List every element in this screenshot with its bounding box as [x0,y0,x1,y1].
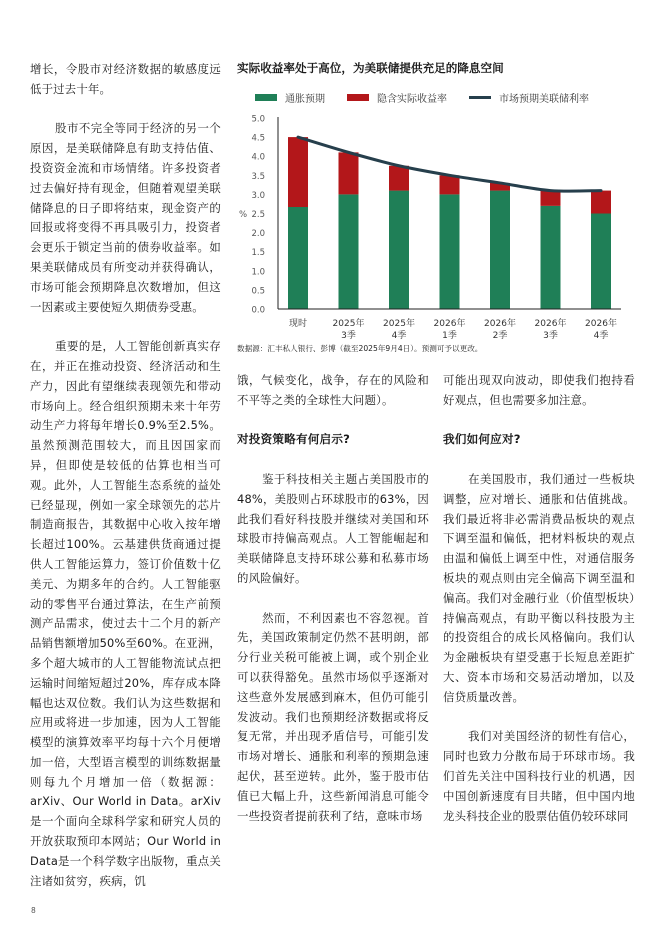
legend-label: 隐含实际收益率 [377,94,447,105]
bar-inflation-expectation [440,194,460,309]
legend-swatch-red [347,94,369,101]
y-tick-label: 4.5 [251,133,265,144]
x-tick-label: 4季 [593,331,609,341]
bar-implied-real-yield [591,191,611,214]
bar-inflation-expectation [490,191,510,309]
bar-implied-real-yield [339,152,359,194]
section-heading: 对投资策略有何启示? [237,432,351,447]
y-tick-label: 5.0 [251,114,265,125]
y-tick-label: 0.0 [251,305,265,316]
legend-item-fed-rate [469,90,589,105]
x-tick-label: 现时 [288,319,308,329]
x-tick-label: 2季 [492,331,508,341]
y-axis-unit: % [239,210,248,220]
x-tick-label: 2026年 [585,319,617,329]
bar-implied-real-yield [389,166,409,191]
x-tick-label: 2025年 [332,319,365,329]
x-tick-label: 1季 [442,331,457,341]
legend-swatch-green [255,94,277,101]
legend-label: 市场预期美联储利率 [499,94,589,105]
bar-implied-real-yield [541,191,561,206]
section-heading: 我们如何应对? [443,432,521,447]
x-tick-label: 2026年 [484,319,516,329]
paragraph: 增长，令股市对经济数据的敏感度远低于过去十年。 [30,62,221,96]
x-tick-label: 2026年 [433,319,466,329]
legend-label: 通胀预期 [285,94,325,105]
paragraph: 鉴于科技相关主题占美国股市的48%，美股则占环球股市的63%，因此我们看好科技股并继续对美国和环球股市持偏高观点。人工智能崛起和美联储降息支持环球公募和私募市场的风险偏好。 [237,471,429,585]
paragraph: 我们对美国经济的韧性有信心，同时也致力分散布局于环球市场。我们首先关注中国科技行业的机遇，因中国创新速度有目共睹，但中国内地龙头科技企业的股票估值仍较环球同 [443,729,635,823]
paragraph: 可能出现双向波动，即使我们抱持看好观点，但也需要多加注意。 [443,373,635,407]
paragraph: 重要的是，人工智能创新真实存在，并正在推动投资、经济活动和生产力，因此有望继续表现领先和带动市场向上。经合组织预期未来十年劳动生产力将每年增长0.9%至2.5%。虽然预测范围较大，而且因国家而异，但即使是较低的估算也相当可观。此外，人工智能生态系统的益处已经显现，例如一家全球领先的芯片制造商报告，其数据中心收入按年增长超过100%。云基建供货商通过提供人工智能运算力，签订价值数十亿美元、为期多年的合约。人工智能驱动的零售平台通过算法，在生产前预测产品需求，使过去十二个月的新产品销售额增加50%至60%。在亚洲，多个超大城市的人工智能物流试点把运输时间缩短超过20%，库存成本降幅也达双位数。我们认为这些数据和应用或将进一步加速，因为人工智能模型的演算效率平均每十六个月便增加一倍，大型语言模型的训练数据量则每九个月增加一倍（数据源：arXiv、Our World in Data。arXiv是一个面向全球科学家和研究人员的开放获取预印本网站；Our World in Data是一个科学数字出版物，重点关注诸如贫穷，疾病，饥 [30,339,221,888]
paragraph: 饿，气候变化，战争，存在的风险和不平等之类的全球性大问题）。 [237,373,429,407]
legend-item-real-yield [347,90,447,105]
y-tick-label: 3.0 [251,190,265,201]
chart-plot [235,108,645,343]
y-tick-label: 1.5 [251,248,265,259]
y-tick-label: 3.5 [251,171,265,182]
page-number: 8 [31,906,36,915]
bar-implied-real-yield [440,175,460,194]
right-text-column [443,371,635,846]
bar-implied-real-yield [288,137,308,207]
y-tick-label: 4.0 [251,152,265,163]
x-tick-label: 4季 [391,331,407,341]
x-tick-label: 3季 [341,331,356,341]
x-tick-label: 2025年 [383,319,415,329]
x-tick-label: 2026年 [534,319,567,329]
bar-inflation-expectation [389,191,409,309]
y-tick-label: 2.0 [251,229,265,240]
bar-inflation-expectation [541,206,561,309]
chart-figure [235,58,645,358]
middle-text-column [237,371,429,846]
bar-inflation-expectation [339,194,359,309]
chart-title: 实际收益率处于高位，为美联储提供充足的降息空间 [237,61,504,75]
bar-inflation-expectation [591,214,611,310]
x-tick-label: 3季 [543,331,558,341]
y-tick-label: 1.0 [251,267,265,278]
y-tick-label: 0.5 [251,286,265,297]
y-tick-label: 2.5 [251,210,265,220]
left-text-column [30,60,221,911]
chart-source: 数据源：汇丰私人银行、彭博（截至2025年9月4日）。预测可予以更改。 [237,344,483,353]
chart-legend [255,90,589,105]
paragraph: 在美国股市，我们通过一些板块调整，应对增长、通胀和估值挑战。我们最近将非必需消费品板块的观点下调至温和偏低，把材料板块的观点由温和偏低上调至中性，对通信服务板块的观点则由完全偏高下调至温和偏高。我们对金融行业（价值型板块）持偏高观点，有助平衡以科技股为主的投资组合的成长风格偏向。我们认为金融板块有望受惠于长短息差距扩大、资本市场和交易活动增加，以及信贷质量改善。 [443,471,635,704]
legend-item-inflation [255,90,325,105]
paragraph: 股市不完全等同于经济的另一个原因，是美联储降息有助支持估值、投资资金流和市场情绪。许多投资者过去偏好持有现金，但随着观望美联储降息的日子即将结束，现金资产的回报或将变得不再具吸引力，投资者会更乐于锁定当前的债券收益率。如果美联储成员有所变动并获得确认，市场可能会预期降息次数增加，但这一因素或主要使短久期债券受惠。 [30,121,221,314]
bar-inflation-expectation [288,207,308,309]
paragraph: 然而，不利因素也不容忽视。首先，美国政策制定仍然不甚明朗，部分行业关税可能被上调，或个别企业可以获得豁免。虽然市场似乎逐渐对这些意外发展感到麻木，但仍可能引发波动。我们也预期经济数据或将反复无常，并出现矛盾信号，可能引发市场对增长、通胀和利率的预期急速起伏，甚至逆转。此外，鉴于股市估值已大幅上升，这些新闻消息可能令一些投资者提前获利了结，意味市场 [237,610,429,823]
legend-swatch-line [469,96,491,99]
